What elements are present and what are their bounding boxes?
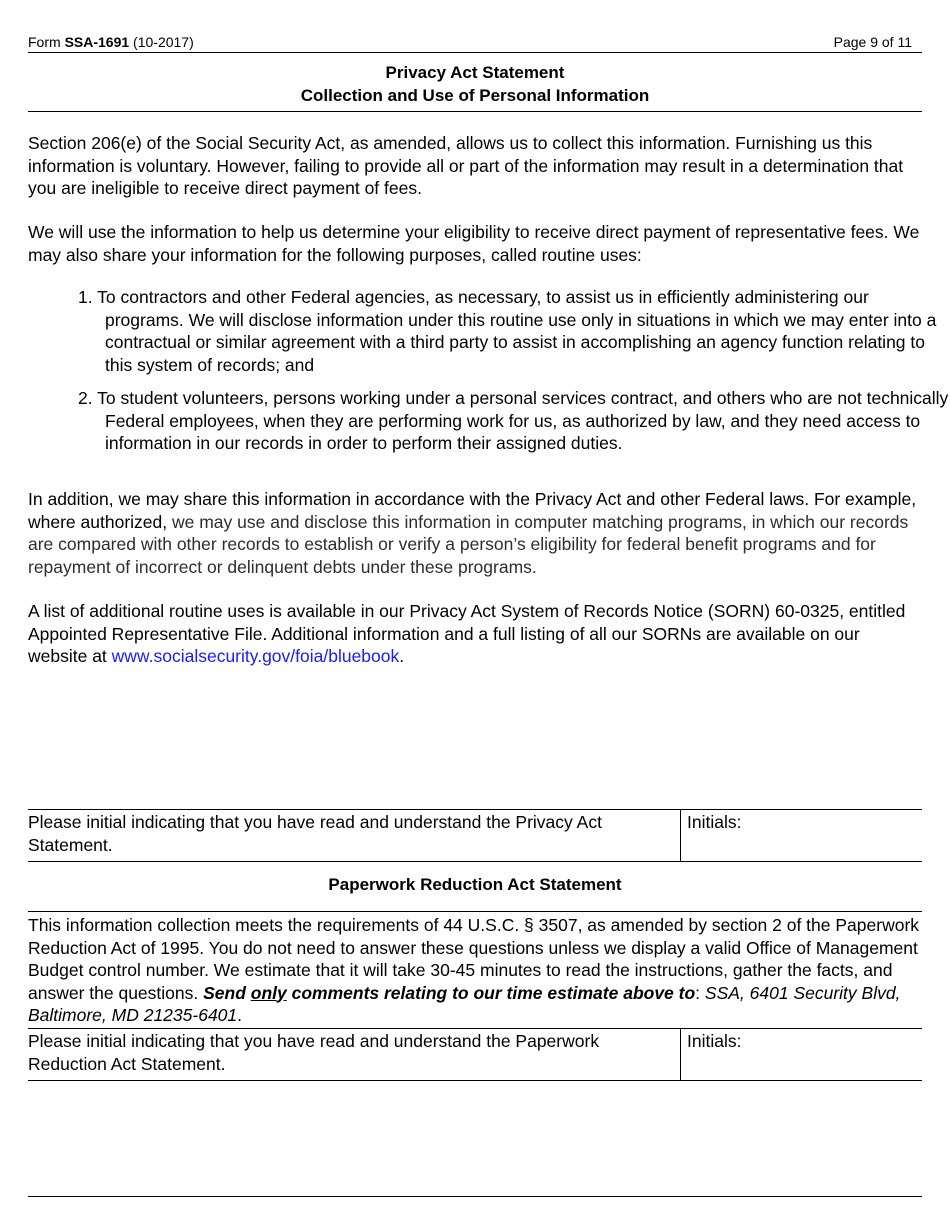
form-id: Form SSA-1691 (10-2017) [28,34,194,50]
privacy-initial-question: Please initial indicating that you have read and understand the Privacy Act Statement. [28,812,602,855]
privacy-initials-field[interactable] [680,810,741,861]
privacy-initial-row [28,809,922,862]
bottom-divider [28,1196,922,1197]
ssa-address: SSA, 6401 Security Blvd, Baltimore, MD 21235-6401 [28,982,901,1025]
paperwork-title: Paperwork Reduction Act Statement [328,875,622,894]
privacy-paragraph-1: Section 206(e) of the Social Security Act, as amended, allows us to collect this information. Furnishing us this information is voluntary. However, failing to provide all or part of the information may result in a determination that you are ineligible to receive direct payment of fees. [28,133,904,198]
paperwork-initial-row [28,1028,922,1081]
title-line-2: Collection and Use of Personal Information [300,86,650,105]
page-number: Page 9 of 11 [833,34,912,50]
initials-label: Initials: [687,1031,742,1051]
paperwork-initials-field[interactable] [680,1029,741,1080]
routine-use-item-1: 1. To contractors and other Federal agencies, as necessary, to assist us in efficiently administering our programs. We will disclose information under this routine use only in situations in which we may enter into a contractual or similar agreement with a third party to assist in accomplishing an agency function relating to this system of records; and [78,287,937,375]
paperwork-statement: This information collection meets the requirements of 44 U.S.C. § 3507, as amended by section 2 of the Paperwork Reduction Act of 1995. You do not need to answer these questions unless we display a valid Office of Management Budget control number. We estimate that it will take 30-45 minutes to read the instructions, gather the facts, and answer the questions. Send only comments relating to our time estimate above to: SSA, 6401 Security Blvd, Baltimore, MD 21235-6401. [28,911,922,1027]
initials-label: Initials: [687,812,742,832]
title-line-1: Privacy Act Statement [385,63,565,82]
page-header [28,30,922,53]
form-number: SSA-1691 [64,34,130,50]
sorn-website-link[interactable]: www.socialsecurity.gov/foia/bluebook [111,646,400,666]
privacy-paragraph-2: We will use the information to help us determine your eligibility to receive direct payment of representative fees. We may also share your information for the following purposes, called routine uses: [28,222,920,265]
privacy-act-title [28,61,922,112]
privacy-paragraph-4: A list of additional routine uses is available in our Privacy Act System of Records Notice (SORN) 60-0325, entitled Appointed Representative File. Additional information and a full listing of all our SORNs are available on our website at www.socialsecurity.gov/foia/bluebook. [28,601,906,666]
routine-use-item-2: 2. To student volunteers, persons working under a personal services contract, and others who are not technically Federal employees, when they are performing work for us, as authorized by law, and they need access to information in our records in order to perform their assigned duties. [78,388,949,453]
paperwork-initial-question: Please initial indicating that you have read and understand the Paperwork Reduction Act Statement. [28,1031,600,1074]
privacy-paragraph-3: In addition, we may share this information in accordance with the Privacy Act and other Federal laws. For example, where authorized, we may use and disclose this information in computer matching programs, in which our records are compared with other records to establish or verify a person’s eligibility for federal benefit programs and for repayment of incorrect or delinquent debts under these programs. [28,489,917,577]
